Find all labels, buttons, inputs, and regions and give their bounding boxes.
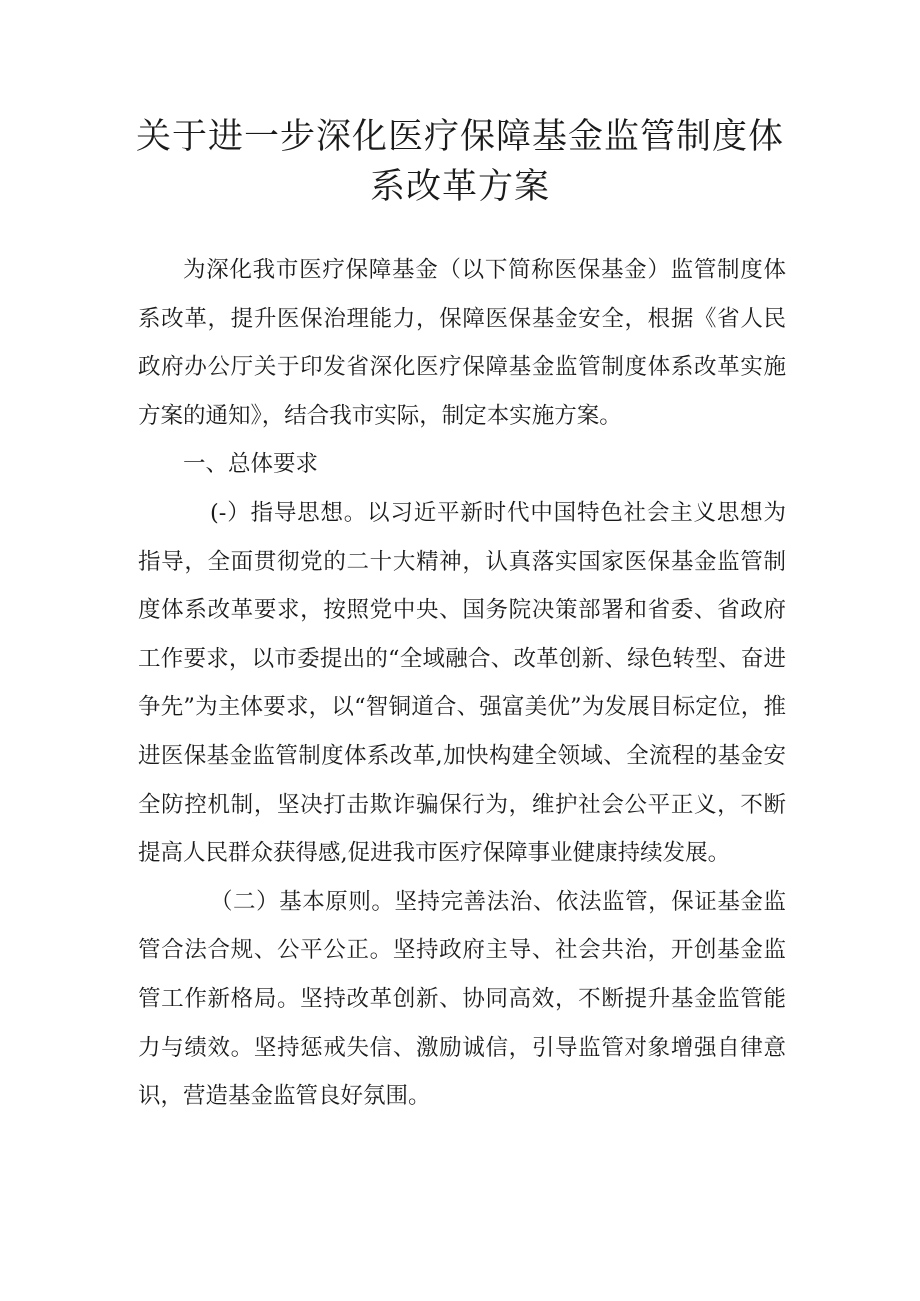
document-body <box>138 246 786 1121</box>
document-title <box>130 112 790 212</box>
basic-principles-paragraph: （二）基本原则。坚持完善法治、依法监管，保证基金监管合法合规、公平公正。坚持政府主导、社会共治，开创基金监管工作新格局。坚持改革创新、协同高效，不断提升基金监管能力与绩效。坚持惩戒失信、激励诚信，引导监管对象增强自律意识，营造基金监管良好氛围。 <box>138 888 786 1110</box>
guiding-thought-paragraph: (-）指导思想。以习近平新时代中国特色社会主义思想为指导，全面贯彻党的二十大精神，认真落实国家医保基金监管制度体系改革要求，按照党中央、国务院决策部署和省委、省政府工作要求，以市委提出的“全域融合、改革创新、绿色转型、奋进争先”为主体要求，以“智铜道合、强富美优”为发展目标定位，推进医保基金监管制度体系改革,加快构建全领域、全流程的基金安全防控机制，坚决打击欺诈骗保行为，维护社会公平正义，不断提高人民群众获得感,促进我市医疗保障事业健康持续发展。 <box>138 499 786 867</box>
title-line-2: 系改革方案 <box>369 167 550 207</box>
intro-paragraph: 为深化我市医疗保障基金（以下简称医保基金）监管制度体系改革，提升医保治理能力，保障医保基金安全，根据《省人民政府办公厅关于印发省深化医疗保障基金监管制度体系改革实施方案的通知》，结合我市实际，制定本实施方案。 <box>138 257 786 429</box>
section-heading-general-requirements: 一、总体要求 <box>183 451 319 478</box>
title-line-1: 关于进一步深化医疗保障基金监管制度体 <box>135 117 784 157</box>
